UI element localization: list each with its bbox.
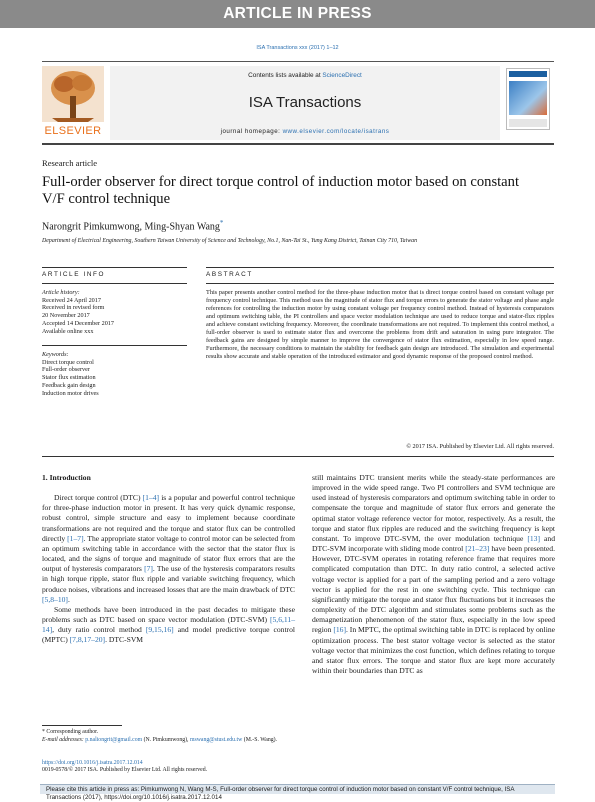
paragraph-text: . The use of the hysteresis comparators results in high torque ripple, stator flux ripple and variable switching frequency, which produce noises, vibrations and increased losses that are the main drawback of DTC bbox=[42, 564, 295, 594]
history-line: Available online xxx bbox=[42, 327, 94, 335]
email-link-2[interactable]: mswang@stust.edu.tw bbox=[189, 736, 243, 743]
article-info-under-rule bbox=[42, 283, 187, 284]
corresponding-author-mark[interactable]: * bbox=[219, 219, 224, 227]
intro-paragraph-2-continued bbox=[312, 473, 555, 676]
keyword-item: Full-order observer bbox=[42, 366, 90, 374]
contents-prefix: Contents lists available at bbox=[248, 72, 323, 79]
article-type: Research article bbox=[42, 158, 98, 168]
history-line: Received 24 April 2017 bbox=[42, 296, 101, 304]
abstract-copyright: © 2017 ISA. Published by Elsevier Ltd. All rights reserved. bbox=[406, 443, 554, 450]
email-owner-1: (N. Pimkumwong), bbox=[142, 736, 190, 743]
homepage-link[interactable]: www.elsevier.com/locate/isatrans bbox=[282, 128, 390, 135]
author-names[interactable]: Narongrit Pimkumwong, Ming-Shyan Wang bbox=[42, 221, 220, 233]
abstract-heading: ABSTRACT bbox=[206, 271, 253, 278]
paragraph-text: is a popular and powerful control technique for three-phase induction motor in present. It has very quick dynamic response, robust control, simple structure and easy to implement because coordinate transformations are not required and the torque and stator flux can be controlled directly bbox=[42, 493, 295, 543]
doi-link[interactable]: https://doi.org/10.1016/j.isatra.2017.12.014 bbox=[42, 760, 143, 766]
cover-header-strip bbox=[509, 71, 547, 77]
article-info-top-rule bbox=[42, 267, 187, 268]
citation-box: Please cite this article in press as: Pimkumwong N, Wang M-S, Full-order observer for direct torque control of induction motor based on constant V/F control technique, ISA Transactions (2017), https://doi.org/10.1016/j.isatra.2017.12.014 bbox=[40, 784, 555, 794]
journal-cover-thumbnail[interactable] bbox=[506, 68, 550, 130]
paragraph-text: Direct torque control (DTC) bbox=[54, 493, 143, 503]
paragraph-text: Some methods have been introduced in the past decades to mitigate these problems such as DTC based on space vector modulation (DTC-SVM) bbox=[42, 604, 295, 625]
citation-link[interactable]: [21–23] bbox=[465, 544, 490, 554]
journal-banner bbox=[110, 66, 500, 140]
history-line: Received in revised form bbox=[42, 304, 105, 312]
corresponding-author-note: * Corresponding author. bbox=[42, 729, 99, 735]
keywords-rule bbox=[42, 345, 187, 346]
author-list bbox=[42, 219, 223, 232]
citation-link[interactable]: [16] bbox=[333, 625, 346, 635]
banner-top-rule bbox=[42, 61, 554, 62]
keywords-label: Keywords: bbox=[42, 351, 69, 358]
body-column-left bbox=[42, 473, 295, 646]
article-title: Full-order observer for direct torque control of induction motor based on constant V/F control technique bbox=[42, 174, 520, 207]
affiliation: Department of Electrical Engineering, Southern Taiwan University of Science and Technology, No.1, Nan-Tai St., Yung Kang District, Tainan City 710, Taiwan bbox=[42, 238, 418, 244]
article-in-press-banner: ARTICLE IN PRESS bbox=[0, 0, 595, 28]
citation-link[interactable]: [5,8–10] bbox=[42, 594, 68, 604]
email-addresses bbox=[42, 737, 295, 745]
citation-link[interactable]: [13] bbox=[527, 533, 541, 543]
keyword-item: Induction motor drives bbox=[42, 389, 99, 397]
article-history bbox=[42, 289, 182, 335]
footnotes bbox=[42, 729, 295, 744]
paragraph-text: . bbox=[67, 594, 70, 604]
abstract-text: This paper presents another control method for the three-phase induction motor that is direct torque control based on constant voltage per frequency control technique. This method uses the magnitude of stator flux and torque errors to generate the stator voltage and phase angle references for controlling the induction motor by using constant voltage per frequency control method. Instead of hysteresis comparators and optimum switching table, the PI controllers and space vector modulation technique are used to reduce torque and stator-flux ripples and achieve constant switching frequency. Moreover, the coordinate transformations are not required. To implement this control method, a full-order observer is used to estimate stator flux and overcome the problems from drift and saturation in using pure integrator. The feedback gains are designed by simple manner to improve the convergence of stator flux estimation, especially in low speed range. Furthermore, the necessary conditions to maintain the stability for feedback gain design are introduced. The simulation and experimental results show accurate and stable operation of the introduced estimator and good dynamic response of the proposed control method. bbox=[206, 289, 554, 360]
paragraph-text: , duty ratio control method bbox=[52, 625, 146, 635]
email-label: E-mail addresses: bbox=[42, 736, 86, 743]
email-link-1[interactable]: p.naliongrit@gmail.com bbox=[85, 736, 143, 743]
history-label: Article history: bbox=[42, 289, 80, 296]
paragraph-text: have been presented. However, DTC-SVM operates in rotating reference frame that requires more complicated computation than DTC. In duty ratio control, a selected active voltage vector is applied for a part of the sampling period and a zero voltage vector is applied for the rest in one switching cycle. This technique can significantly mitigate the torque and stator flux fluctuations but it increases the complexity of the DTC algorithm and stimulates some problems such as the demagnetization phenomenon of the stator flux, especially in the low speed region bbox=[312, 544, 555, 635]
citation-link[interactable]: [1–4] bbox=[142, 493, 160, 503]
journal-reference-link[interactable]: ISA Transactions xxx (2017) 1–12 bbox=[256, 45, 339, 51]
doi-block bbox=[42, 760, 342, 775]
citation-link[interactable]: [7,8,17–20] bbox=[69, 635, 106, 645]
keyword-item: Direct torque control bbox=[42, 358, 94, 366]
keyword-item: Feedback gain design bbox=[42, 381, 96, 389]
citation-link[interactable]: [7] bbox=[144, 564, 153, 574]
intro-paragraph-2 bbox=[42, 605, 295, 646]
abstract-bottom-rule bbox=[42, 456, 554, 457]
journal-title: ISA Transactions bbox=[248, 94, 362, 111]
citation-link[interactable]: [1–7] bbox=[67, 533, 84, 543]
abstract-top-rule bbox=[206, 267, 554, 268]
citation-link[interactable]: [9,15,16] bbox=[145, 625, 174, 635]
paragraph-text: and model predictive torque control (MPTC) bbox=[42, 625, 295, 645]
cover-footer-strip bbox=[509, 119, 547, 127]
paragraph-text: and DTC-SVM incorporate with sliding mode control bbox=[312, 533, 555, 554]
history-line: Accepted 14 December 2017 bbox=[42, 319, 114, 327]
banner-bottom-rule bbox=[42, 143, 554, 145]
email-owner-2: (M.-S. Wang). bbox=[242, 736, 278, 743]
article-info-heading: ARTICLE INFO bbox=[42, 271, 106, 278]
paragraph-text: still maintains DTC transient merits while the steady-state performances are improved in the wide speed range. Two PI controllers and SVM technique are used instead of hysteresis comparators and optimum switching table in order to compensate the torque and magnitude of stator flux errors and generate the optimal stator voltage reference vector for motor, respectively. As a result, the torque and stator flux ripples are reduced and the switching frequency is kept constant. To improve DTC-SVM, the over modulation technique bbox=[312, 473, 555, 543]
homepage-prefix: journal homepage: bbox=[220, 128, 283, 135]
citation-link[interactable]: [5,6,11–14] bbox=[42, 615, 295, 635]
paragraph-text: . DTC-SVM bbox=[105, 635, 144, 645]
sciencedirect-link[interactable]: ScienceDirect bbox=[322, 72, 362, 79]
keywords bbox=[42, 351, 182, 397]
paragraph-text: . The appropriate stator voltage to control motor can be selected from an optimum switching table in accordance with the sector that the stator flux is located, and the signs of torque and magnitude of stator flux errors that are the output of hysteresis comparators bbox=[42, 533, 295, 574]
publisher-name: ELSEVIER bbox=[44, 125, 102, 137]
footnote-rule bbox=[42, 725, 122, 726]
contents-line bbox=[110, 72, 500, 79]
history-line: 20 November 2017 bbox=[42, 312, 90, 320]
paragraph-text: . In MPTC, the optimal switching table in DTC is replaced by online optimization process. The best stator voltage vector is selected as the stator voltage vector that minimizes the cost function, which defines relating to torque and stator flux errors. The torque and stator flux are kept more accurately within their boundaries than DTC as bbox=[312, 625, 555, 675]
body-column-right bbox=[312, 473, 555, 676]
introduction-heading: 1. Introduction bbox=[42, 473, 91, 482]
cover-image bbox=[509, 81, 547, 115]
issn-line: 0019-0578/© 2017 ISA. Published by Elsevier Ltd. All rights reserved. bbox=[42, 767, 208, 774]
keyword-item: Stator flux estimation bbox=[42, 374, 96, 382]
homepage-line bbox=[110, 128, 500, 135]
intro-paragraph-1 bbox=[42, 493, 295, 605]
abstract-under-rule bbox=[206, 283, 554, 284]
